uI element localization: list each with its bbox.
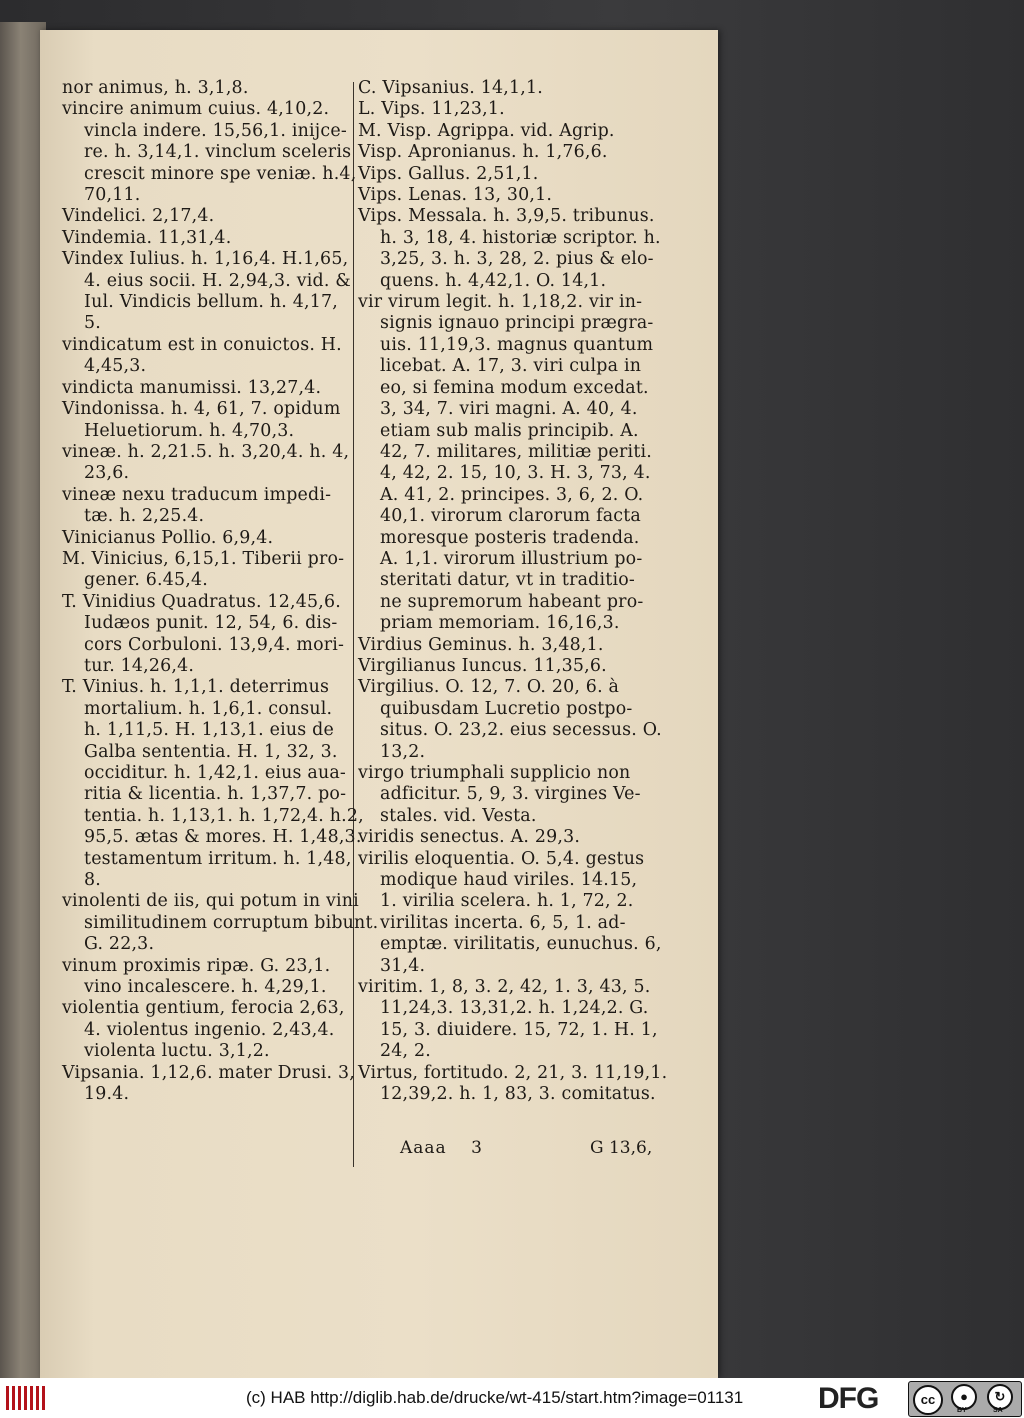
index-entry-line: 3,25, 3. h. 3, 28, 2. pius & elo- xyxy=(380,249,654,270)
index-entry-line: 23,6. xyxy=(84,463,130,484)
index-entry xyxy=(62,592,374,678)
index-entry-line: 4. eius socii. H. 2,94,3. vid. & xyxy=(84,270,351,291)
index-entry-line: virilitas incerta. 6, 5, 1. ad- xyxy=(380,912,626,933)
index-entry-line: 8. xyxy=(84,870,101,891)
index-entry xyxy=(62,442,374,485)
index-entry-line: 5. xyxy=(84,313,101,334)
index-entry-line: 42, 7. militares, militiæ periti. xyxy=(380,441,653,462)
index-entry-line: G. 22,3. xyxy=(84,934,155,955)
index-entry-line: 4,45,3. xyxy=(84,356,147,377)
index-entry-line: licebat. A. 17, 3. viri culpa in xyxy=(380,356,642,377)
signature-mark: Aaaa 3 xyxy=(400,1138,483,1158)
index-entry-line: vir virum legit. h. 1,18,2. vir in- xyxy=(358,292,643,313)
index-entry-line: Visp. Apronianus. h. 1,76,6. xyxy=(358,142,608,163)
index-entry-line: Iudæos punit. 12, 54, 6. dis- xyxy=(84,613,338,634)
index-entry xyxy=(62,228,374,249)
index-entry xyxy=(358,635,704,656)
index-entry-line: steritati datur, vt in traditio- xyxy=(380,570,635,591)
index-entry-line: violenta luctu. 3,1,2. xyxy=(84,1041,270,1062)
index-entry-line: testamentum irritum. h. 1,48, xyxy=(84,848,352,869)
dfg-logo: DFG xyxy=(818,1382,879,1415)
share-alike-icon: ↻ xyxy=(987,1384,1013,1410)
index-entry-line: virilis eloquentia. O. 5,4. gestus xyxy=(358,848,645,869)
index-entry xyxy=(62,677,374,891)
index-entry-line: violentia gentium, ferocia 2,63, xyxy=(62,998,345,1019)
index-entry-line: T. Vinidius Quadratus. 12,45,6. xyxy=(62,591,341,612)
index-entry-line: situs. O. 23,2. eius secessus. O. xyxy=(380,720,662,741)
index-entry-line: vinolenti de iis, qui potum in vini xyxy=(62,891,359,912)
index-entry-line: tentia. h. 1,13,1. h. 1,72,4. h.2, xyxy=(84,805,364,826)
attribution-icon: ● xyxy=(951,1384,977,1410)
index-entry-line: 13,2. xyxy=(380,741,426,762)
index-entry-line: quibusdam Lucretio postpo- xyxy=(380,698,633,719)
index-entry-line: vincla indere. 15,56,1. inijce- xyxy=(84,120,347,141)
index-entry xyxy=(358,849,704,977)
index-entry xyxy=(358,142,704,163)
index-entry xyxy=(62,99,374,206)
index-entry-line: Vindex Iulius. h. 1,16,4. H.1,65, xyxy=(62,249,349,270)
credit-link[interactable]: (c) HAB http://diglib.hab.de/drucke/wt-415/start.htm?image=01131 xyxy=(246,1388,744,1407)
index-entry-line: vino incalescere. h. 4,29,1. xyxy=(84,977,327,998)
index-entry-line: Galba sententia. H. 1, 32, 3. xyxy=(84,741,338,762)
index-entry-line: h. 1,11,5. H. 1,13,1. eius de xyxy=(84,720,334,741)
sa-label: SA xyxy=(993,1407,1003,1414)
index-entry-line: A. 41, 2. principes. 3, 6, 2. O. xyxy=(380,484,644,505)
index-entry-line: 19.4. xyxy=(84,1084,130,1105)
catchword: G 13,6, xyxy=(590,1138,653,1158)
index-entry-line: cors Corbuloni. 13,9,4. mori- xyxy=(84,634,345,655)
index-entry xyxy=(358,677,704,763)
index-entry-line: eo, si femina modum excedat. xyxy=(380,377,649,398)
index-entry xyxy=(358,99,704,120)
index-entry-line: viridis senectus. A. 29,3. xyxy=(358,827,581,848)
index-entry-line: virgo triumphali supplicio non xyxy=(358,763,631,783)
index-entry xyxy=(62,891,379,955)
index-entry xyxy=(358,206,704,292)
index-entry xyxy=(358,121,704,142)
index-entry-line: vinum proximis ripæ. G. 23,1. xyxy=(62,955,331,976)
index-column-left xyxy=(62,78,379,1106)
index-entry-line: modique haud viriles. 14.15, xyxy=(380,870,638,891)
index-entry-line: L. Vips. 11,23,1. xyxy=(358,99,505,120)
index-entry xyxy=(358,977,704,1063)
index-entry xyxy=(62,998,374,1062)
index-entry-line: vineæ nexu traducum impedi- xyxy=(62,484,332,505)
index-entry-line: 4, 42, 2. 15, 10, 3. H. 3, 73, 4. xyxy=(380,463,651,484)
index-entry-line: Vindelici. 2,17,4. xyxy=(62,206,215,227)
cc-icon: cc xyxy=(913,1385,943,1415)
index-entry-line: nor animus, h. 3,1,8. xyxy=(62,78,249,98)
index-entry-line: vindicta manumissi. 13,27,4. xyxy=(62,377,322,398)
index-entry-line: 12,39,2. h. 1, 83, 3. comitatus. xyxy=(380,1084,656,1105)
index-entry-line: stales. vid. Vesta. xyxy=(380,805,537,826)
index-entry xyxy=(358,185,704,206)
index-entry-line: mortalium. h. 1,6,1. consul. xyxy=(84,698,333,719)
index-entry-line: 4. violentus ingenio. 2,43,4. xyxy=(84,1019,335,1040)
index-entry xyxy=(62,485,374,528)
index-entry-line: signis ignauo principi prægra- xyxy=(380,313,654,334)
index-entry-line: re. h. 3,14,1. vinclum sceleris xyxy=(84,142,352,163)
index-entry-line: 70,11. xyxy=(84,185,141,206)
index-entry-line: vineæ. h. 2,21.5. h. 3,20,4. h. 4, xyxy=(62,441,350,462)
index-entry-line: Heluetiorum. h. 4,70,3. xyxy=(84,420,295,441)
index-entry xyxy=(62,78,374,99)
index-entry-line: M. Vinicius, 6,15,1. Tiberii pro- xyxy=(62,548,345,569)
index-entry-line: tæ. h. 2,25.4. xyxy=(84,506,205,527)
index-entry-line: 1. virilia scelera. h. 1, 72, 2. xyxy=(380,891,634,912)
index-entry-line: gener. 6.45,4. xyxy=(84,570,209,591)
index-entry-line: adficitur. 5, 9, 3. virgines Ve- xyxy=(380,784,641,805)
index-entry-line: emptæ. virilitatis, eunuchus. 6, xyxy=(380,934,662,955)
index-entry-line: Vindonissa. h. 4, 61, 7. opidum xyxy=(62,399,341,420)
index-entry-line: tur. 14,26,4. xyxy=(84,655,195,676)
index-entry-line: 95,5. ætas & mores. H. 1,48,3. xyxy=(84,827,362,848)
index-entry xyxy=(358,292,704,635)
index-entry-line: vindicatum est in conuictos. H. xyxy=(62,334,342,355)
index-entry-line: Vips. Lenas. 13, 30,1. xyxy=(358,185,553,206)
index-entry xyxy=(62,399,374,442)
index-entry-line: Vinicianus Pollio. 6,9,4. xyxy=(62,527,274,548)
book-page xyxy=(40,30,718,1378)
index-entry-line: vincire animum cuius. 4,10,2. xyxy=(62,99,330,120)
index-entry xyxy=(62,335,374,378)
index-entry-line: uis. 11,19,3. magnus quantum xyxy=(380,334,654,355)
index-entry xyxy=(62,249,374,335)
index-entry xyxy=(358,78,704,99)
index-entry-line: 31,4. xyxy=(380,955,426,976)
index-entry-line: M. Visp. Agrippa. vid. Agrip. xyxy=(358,120,615,141)
index-entry-line: priam memoriam. 16,16,3. xyxy=(380,613,620,634)
index-entry-line: h. 3, 18, 4. historiæ scriptor. h. xyxy=(380,227,661,248)
index-entry-line: 3, 34, 7. viri magni. A. 40, 4. xyxy=(380,399,638,420)
index-entry-line: Virdius Geminus. h. 3,48,1. xyxy=(358,634,604,655)
index-entry-line: A. 1,1. virorum illustrium po- xyxy=(380,548,643,569)
index-entry xyxy=(62,1063,374,1106)
index-entry-line: etiam sub malis principib. A. xyxy=(380,420,639,441)
index-entry xyxy=(62,956,374,999)
index-entry-line: Vindemia. 11,31,4. xyxy=(62,227,232,248)
index-entry-line: 11,24,3. 13,31,2. h. 1,24,2. G. xyxy=(380,998,649,1019)
index-entry-line: C. Vipsanius. 14,1,1. xyxy=(358,78,543,98)
index-entry xyxy=(358,763,704,827)
cc-license-badge[interactable] xyxy=(908,1381,1022,1417)
index-entry xyxy=(358,827,704,848)
index-entry-line: crescit minore spe veniæ. h.4, xyxy=(84,163,357,184)
index-entry-line: Virgilius. O. 12, 7. O. 20, 6. à xyxy=(358,677,620,698)
index-entry-line: ritia & licentia. h. 1,37,7. po- xyxy=(84,784,347,805)
index-entry-line: Virgilianus Iuncus. 11,35,6. xyxy=(358,655,607,676)
index-entry xyxy=(62,549,374,592)
index-entry xyxy=(358,1063,704,1106)
index-entry-line: Vips. Messala. h. 3,9,5. tribunus. xyxy=(358,206,655,227)
index-entry-line: occiditur. h. 1,42,1. eius aua- xyxy=(84,763,346,783)
index-entry-line: quens. h. 4,42,1. O. 14,1. xyxy=(380,270,607,291)
index-entry-line: similitudinem corruptum bibunt. xyxy=(84,912,379,933)
library-barcode-icon xyxy=(6,1386,48,1410)
index-entry xyxy=(358,656,704,677)
index-entry-line: Iul. Vindicis bellum. h. 4,17, xyxy=(84,292,338,313)
index-entry-line: ne supremorum habeant pro- xyxy=(380,591,644,612)
index-entry-line: Vipsania. 1,12,6. mater Drusi. 3, xyxy=(62,1062,355,1083)
index-entry xyxy=(62,528,374,549)
index-column-right xyxy=(358,78,704,1106)
by-label: BY xyxy=(957,1407,967,1414)
index-entry xyxy=(62,378,374,399)
index-entry xyxy=(62,206,374,227)
index-entry-line: 24, 2. xyxy=(380,1041,431,1062)
index-entry-line: Vips. Gallus. 2,51,1. xyxy=(358,163,539,184)
index-entry-line: 40,1. virorum clarorum facta xyxy=(380,506,641,527)
index-entry-line: moresque posteris tradenda. xyxy=(380,527,640,548)
index-entry-line: T. Vinius. h. 1,1,1. deterrimus xyxy=(62,677,330,698)
index-entry-line: 15, 3. diuidere. 15, 72, 1. H. 1, xyxy=(380,1019,658,1040)
index-entry-line: viritim. 1, 8, 3. 2, 42, 1. 3, 43, 5. xyxy=(358,977,651,998)
index-entry xyxy=(358,164,704,185)
index-entry-line: Virtus, fortitudo. 2, 21, 3. 11,19,1. xyxy=(358,1062,668,1083)
